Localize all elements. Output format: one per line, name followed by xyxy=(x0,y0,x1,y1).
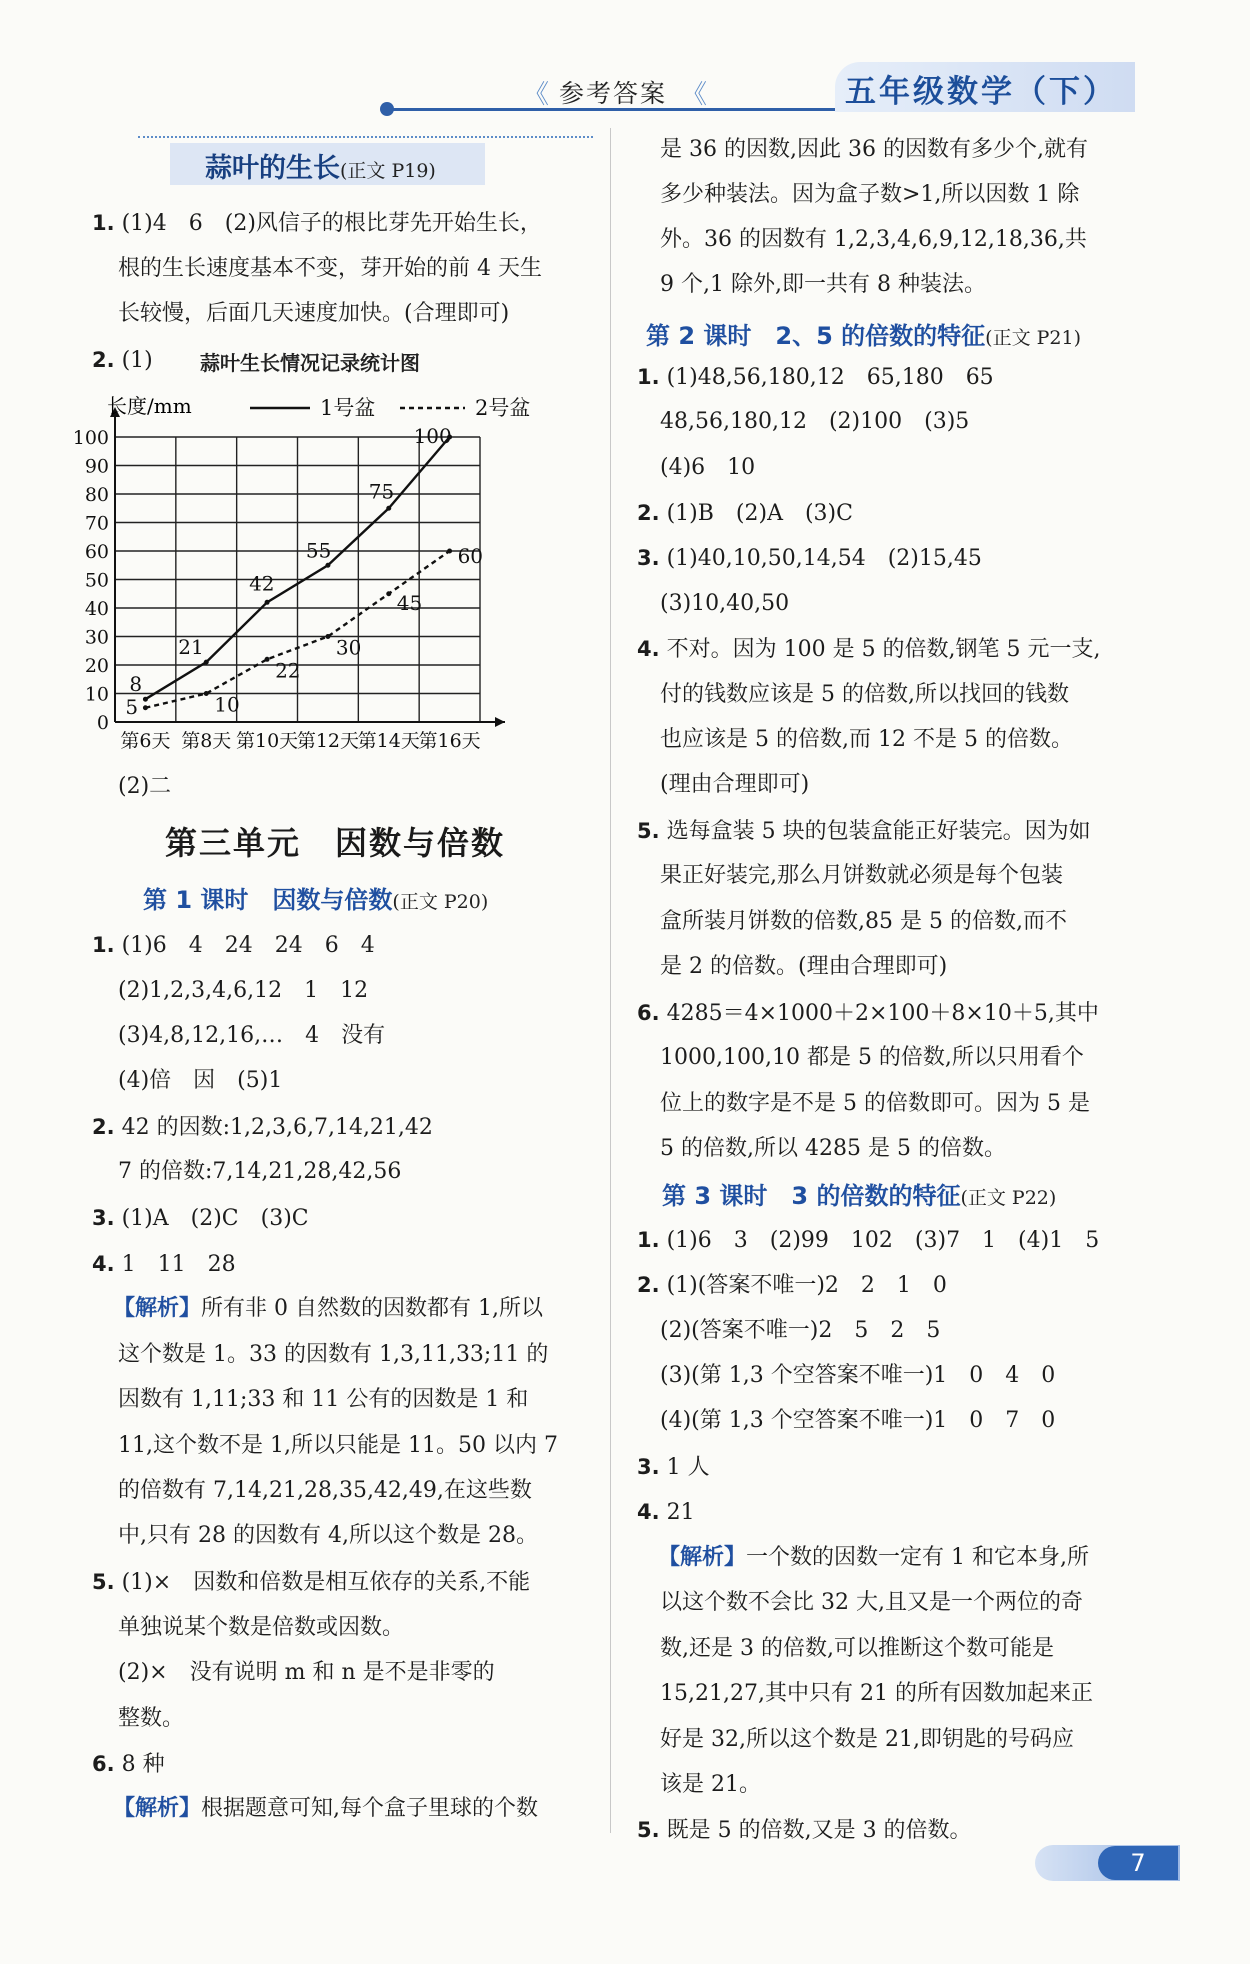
l1-q4-analysis-1 xyxy=(113,1294,543,1324)
l1-q1-text-1: (1)6 4 24 24 6 4 xyxy=(121,933,375,958)
data-point xyxy=(143,705,148,710)
q2-prefix: (1) xyxy=(121,348,153,373)
data-point xyxy=(325,634,330,639)
y-tick-label: 60 xyxy=(84,541,109,563)
data-label: 60 xyxy=(457,544,484,568)
l3-q4-number: 4. xyxy=(637,1500,660,1524)
l3-q2-text-1: (1)(答案不唯一)2 2 1 0 xyxy=(666,1273,947,1298)
l2-q3-line-2: (3)10,40,50 xyxy=(660,591,790,616)
unit-title: 第三单元 因数与倍数 xyxy=(165,824,506,862)
l2-q3-number: 3. xyxy=(637,546,660,570)
chart-title: 蒜叶生长情况记录统计图 xyxy=(200,351,420,375)
l1-q5-text-1: (1)× 因数和倍数是相互依存的关系,不能 xyxy=(121,1570,531,1595)
column-divider xyxy=(610,128,611,1833)
l3-q2-line-2: (2)(答案不唯一)2 5 2 5 xyxy=(660,1318,941,1343)
l2-q1-line-3: (4)6 10 xyxy=(660,455,756,480)
l2-q5-line-3: 盒所装月饼数的倍数,85 是 5 的倍数,而不 xyxy=(660,909,1067,934)
l2-q6-line-2: 1000,100,10 都是 5 的倍数,所以只用看个 xyxy=(660,1045,1084,1070)
data-point xyxy=(386,591,391,596)
l3-q1-number: 1. xyxy=(637,1228,660,1252)
chevron-right-icon: 《 xyxy=(681,79,704,110)
l2-q1-text-1: (1)48,56,180,12 65,180 65 xyxy=(666,365,994,390)
section-dotted-line-top xyxy=(138,136,593,138)
lesson3-ref: (正文 P22) xyxy=(960,1187,1057,1209)
l2-q4-text-1: 不对。因为 100 是 5 的倍数,钢笔 5 元一支, xyxy=(666,637,1101,662)
q2-line xyxy=(92,345,153,376)
l2-q5-line-4: 是 2 的倍数。(理由合理即可) xyxy=(660,954,948,979)
x-tick-label: 第12天 xyxy=(296,730,360,752)
analysis-tag: 【解析】 xyxy=(113,1796,202,1821)
l1-q4-text: 1 11 28 xyxy=(121,1252,236,1277)
lesson2-title xyxy=(646,316,1081,351)
data-point xyxy=(325,563,330,568)
y-tick-label: 0 xyxy=(96,712,109,734)
legend-label: 1号盆 xyxy=(320,396,376,420)
chart-legend xyxy=(250,396,530,420)
data-label: 5 xyxy=(125,694,139,719)
l1-q2-line-1 xyxy=(92,1112,433,1143)
l1-q3-number: 3. xyxy=(92,1206,115,1230)
l1-q5-number: 5. xyxy=(92,1570,115,1594)
section-ref: (正文 P19) xyxy=(340,160,436,182)
q1-line-2: 根的生长速度基本不变，芽开始的前 4 天生 xyxy=(118,256,542,281)
r-cont-line-4: 9 个,1 除外,即一共有 8 种装法。 xyxy=(660,272,986,297)
data-label: 45 xyxy=(396,590,423,615)
chart-y-axis-label: 长度/mm xyxy=(107,394,192,418)
q1-number: 1. xyxy=(92,211,115,235)
chart-x-tick-labels xyxy=(120,730,480,752)
l2-q3-text-1: (1)40,10,50,14,54 (2)15,45 xyxy=(666,546,982,571)
l1-q4-analysis-3: 因数有 1,11;33 和 11 公有的因数是 1 和 xyxy=(118,1387,529,1412)
l1-q4-number: 4. xyxy=(92,1252,115,1276)
q1-text-1: (1)4 6 (2)风信子的根比芽先开始生长， xyxy=(121,211,542,236)
l3-q4-line xyxy=(637,1497,695,1528)
l3-q3-line xyxy=(637,1452,710,1483)
data-point xyxy=(447,549,452,554)
l1-q6-text: 8 种 xyxy=(121,1752,165,1777)
l3-q5-text: 既是 5 的倍数,又是 3 的倍数。 xyxy=(666,1818,972,1843)
r-cont-line-3: 外。36 的因数有 1,2,3,4,6,9,12,18,36,共 xyxy=(660,227,1087,252)
r-cont-line-2: 多少种装法。因为盒子数>1,所以因数 1 除 xyxy=(660,182,1080,207)
data-point xyxy=(265,657,270,662)
l2-q4-line-2: 付的钱数应该是 5 的倍数,所以找回的钱数 xyxy=(660,682,1069,707)
l3-q5-line xyxy=(637,1815,972,1846)
l1-q4-analysis-text-1: 所有非 0 自然数的因数都有 1,所以 xyxy=(201,1296,543,1321)
l1-q6-analysis-text: 根据题意可知,每个盒子里球的个数 xyxy=(201,1796,539,1821)
section-title-text: 蒜叶的生长 xyxy=(205,153,340,184)
data-label: 100 xyxy=(413,424,452,448)
l3-q4-analysis-3: 数,还是 3 的倍数,可以推断这个数可能是 xyxy=(660,1636,1054,1661)
chevron-left-icon: 《 xyxy=(522,79,545,110)
l1-q2-number: 2. xyxy=(92,1115,115,1139)
l1-q3-line xyxy=(92,1203,309,1234)
y-tick-label: 10 xyxy=(84,683,109,706)
l2-q5-number: 5. xyxy=(637,819,660,843)
l3-q4-text: 21 xyxy=(666,1500,695,1525)
l2-q1-line-1 xyxy=(637,362,994,393)
grade-badge: 五年级数学（下） xyxy=(845,74,1117,110)
data-label: 22 xyxy=(275,658,301,683)
legend-label: 2号盆 xyxy=(475,396,531,420)
data-label: 30 xyxy=(335,635,362,660)
data-label: 75 xyxy=(368,479,395,504)
header-dot xyxy=(380,102,394,116)
l3-q4-analysis-4: 15,21,27,其中只有 21 的所有因数加起来正 xyxy=(660,1681,1093,1706)
l3-q1-line xyxy=(637,1225,1099,1256)
q2-part2: (2)二 xyxy=(118,774,172,799)
data-point xyxy=(265,600,270,605)
q1-line-3: 长较慢，后面几天速度加快。(合理即可) xyxy=(118,301,510,326)
l3-q4-analysis-6: 该是 21。 xyxy=(660,1772,761,1797)
analysis-tag: 【解析】 xyxy=(658,1545,747,1570)
l2-q1-number: 1. xyxy=(637,365,660,389)
data-label: 42 xyxy=(249,571,275,596)
l2-q3-line-1 xyxy=(637,543,982,574)
y-tick-label: 30 xyxy=(84,626,109,649)
l1-q6-line xyxy=(92,1749,165,1780)
l1-q1-line-2: (2)1,2,3,4,6,12 1 12 xyxy=(118,978,369,1003)
header-section-label xyxy=(498,74,728,110)
y-tick-label: 70 xyxy=(84,512,109,535)
chart-y-tick-labels xyxy=(73,427,109,734)
y-tick-label: 20 xyxy=(84,655,109,677)
l1-q4-analysis-4: 11,这个数不是 1,所以只能是 11。50 以内 7 xyxy=(118,1433,558,1458)
l3-q2-number: 2. xyxy=(637,1273,660,1297)
l2-q6-line-4: 5 的倍数,所以 4285 是 5 的倍数。 xyxy=(660,1136,1006,1161)
l1-q1-number: 1. xyxy=(92,933,115,957)
lesson1-title xyxy=(143,880,488,915)
l1-q5-line-3: (2)× 没有说明 m 和 n 是不是非零的 xyxy=(118,1660,495,1685)
l3-q4-analysis-2: 以这个数不会比 32 大,且又是一个两位的奇 xyxy=(660,1590,1083,1615)
data-point xyxy=(143,697,148,702)
l3-q5-number: 5. xyxy=(637,1818,660,1842)
l1-q4-analysis-6: 中,只有 28 的因数有 4,所以这个数是 28。 xyxy=(118,1523,538,1548)
data-label: 55 xyxy=(305,538,332,563)
x-axis-arrow-icon xyxy=(495,717,505,727)
l1-q5-line-2: 单独说某个数是倍数或因数。 xyxy=(118,1615,405,1640)
lesson2-ref: (正文 P21) xyxy=(985,327,1081,349)
chart-axes xyxy=(110,407,505,727)
q2-number: 2. xyxy=(92,348,115,372)
y-tick-label: 100 xyxy=(72,427,109,449)
l2-q2-text: (1)B (2)A (3)C xyxy=(666,501,853,526)
l1-q4-analysis-5: 的倍数有 7,14,21,28,35,42,49,在这些数 xyxy=(118,1478,532,1503)
y-tick-label: 40 xyxy=(84,598,109,620)
l2-q1-line-2: 48,56,180,12 (2)100 (3)5 xyxy=(660,409,970,434)
l2-q2-number: 2. xyxy=(637,501,660,525)
l1-q5-line-1 xyxy=(92,1567,530,1598)
l3-q2-line-3: (3)(第 1,3 个空答案不唯一)1 0 4 0 xyxy=(660,1363,1056,1388)
l2-q5-line-2: 果正好装完,那么月饼数就必须是每个包装 xyxy=(660,863,1063,888)
l2-q2-line xyxy=(637,498,853,529)
data-label: 21 xyxy=(178,635,204,660)
lesson1-ref: (正文 P20) xyxy=(392,891,489,913)
lesson3-title-text: 第 3 课时 3 的倍数的特征 xyxy=(662,1182,961,1210)
l3-q4-analysis-text-1: 一个数的因数一定有 1 和它本身,所 xyxy=(746,1545,1089,1570)
l1-q6-number: 6. xyxy=(92,1752,115,1776)
chart-series xyxy=(125,424,483,719)
data-label: 8 xyxy=(129,672,143,697)
l2-q4-line-4: (理由合理即可) xyxy=(660,772,810,797)
data-label: 10 xyxy=(214,692,240,717)
l3-q3-number: 3. xyxy=(637,1455,660,1479)
x-tick-label: 第14天 xyxy=(357,730,420,752)
l3-q2-line-1 xyxy=(637,1270,947,1301)
l2-q5-text-1: 选每盒装 5 块的包装盒能正好装完。因为如 xyxy=(666,819,1091,844)
header-label-text: 参考答案 xyxy=(558,79,667,108)
data-point xyxy=(386,506,391,511)
q1-line-1 xyxy=(92,208,542,239)
l1-q1-line-3: (3)4,8,12,16,… 4 没有 xyxy=(118,1023,386,1048)
l1-q1-line-4: (4)倍 因 (5)1 xyxy=(118,1068,283,1093)
x-tick-label: 第8天 xyxy=(181,730,232,752)
x-tick-label: 第10天 xyxy=(235,730,299,752)
l1-q2-line-2: 7 的倍数:7,14,21,28,42,56 xyxy=(118,1159,402,1184)
l1-q4-analysis-2: 这个数是 1。33 的因数有 1,3,11,33;11 的 xyxy=(118,1342,549,1367)
l3-q4-analysis-1 xyxy=(658,1543,1089,1573)
l2-q4-line-1 xyxy=(637,634,1101,665)
lesson1-title-text: 第 1 课时 因数与倍数 xyxy=(143,886,393,914)
l1-q2-text-1: 42 的因数:1,2,3,6,7,14,21,42 xyxy=(121,1115,433,1140)
l2-q6-line-3: 位上的数字是不是 5 的倍数即可。因为 5 是 xyxy=(660,1091,1090,1116)
l3-q2-line-4: (4)(第 1,3 个空答案不唯一)1 0 7 0 xyxy=(660,1408,1056,1433)
l3-q3-text: 1 人 xyxy=(666,1455,710,1480)
data-point xyxy=(204,660,209,665)
l1-q5-line-4: 整数。 xyxy=(118,1706,185,1731)
l3-q1-text: (1)6 3 (2)99 102 (3)7 1 (4)1 5 xyxy=(666,1228,1100,1253)
y-tick-label: 90 xyxy=(84,455,109,478)
l1-q4-line xyxy=(92,1249,236,1280)
x-tick-label: 第6天 xyxy=(120,730,171,752)
l2-q5-line-1 xyxy=(637,816,1091,847)
data-point xyxy=(204,691,209,696)
y-tick-label: 50 xyxy=(84,569,109,592)
l2-q6-text-1: 4285＝4×1000＋2×100＋8×10＋5,其中 xyxy=(666,1001,1099,1026)
lesson2-title-text: 第 2 课时 2、5 的倍数的特征 xyxy=(646,322,986,350)
r-cont-line-1: 是 36 的因数,因此 36 的因数有多少个,就有 xyxy=(660,137,1088,162)
l1-q6-analysis xyxy=(113,1794,538,1824)
l1-q1-line-1 xyxy=(92,930,375,961)
l2-q6-number: 6. xyxy=(637,1001,660,1025)
analysis-tag: 【解析】 xyxy=(113,1296,202,1321)
page-number: 7 xyxy=(1098,1846,1178,1880)
y-tick-label: 80 xyxy=(84,484,109,506)
l2-q4-line-3: 也应该是 5 的倍数,而 12 不是 5 的倍数。 xyxy=(660,727,1073,752)
l3-q4-analysis-5: 好是 32,所以这个数是 21,即钥匙的号码应 xyxy=(660,1727,1074,1752)
l2-q4-number: 4. xyxy=(637,637,660,661)
l1-q3-text: (1)A (2)C (3)C xyxy=(121,1206,309,1231)
lesson3-title xyxy=(662,1176,1056,1211)
line-chart xyxy=(72,392,600,777)
l2-q6-line-1 xyxy=(637,998,1099,1029)
section-title xyxy=(205,146,436,185)
x-tick-label: 第16天 xyxy=(418,730,481,752)
